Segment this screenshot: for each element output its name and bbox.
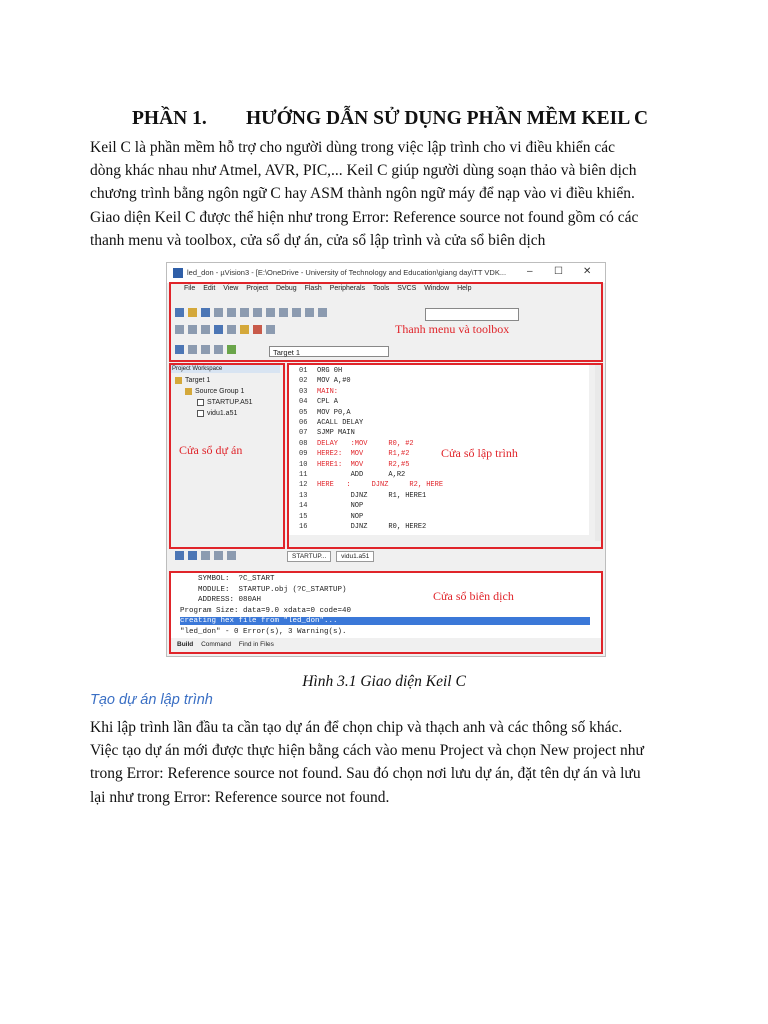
code-line: DELAY :MOV R0, #2 [317,439,414,448]
project-panel-tabs [175,551,240,560]
body-paragraph [90,716,690,809]
window-titlebar [167,263,605,283]
line-number: 09 [299,450,308,459]
code-line: HERE1: MOV R2,#5 [317,460,410,469]
tree-item: STARTUP.A51 [175,397,253,408]
project-workspace-title: Project Workspace [170,365,280,373]
code-line: HERE : DJNZ R2, HERE [317,481,444,490]
window-title: led_don - µVision3 - [E:\OneDrive - University of Technology and Education\giang day\TT VDK... [187,268,507,277]
tree-item: Source Group 1 [175,386,253,397]
line-number: 15 [299,512,308,521]
regs-tab-icon [188,551,197,560]
intro-line: Keil C là phần mềm hỗ trợ cho người dùng trong việc lập trình cho vi điều khiển các [90,139,615,156]
close-icon: ✕ [583,266,592,277]
intro-line: dòng khác nhau như Atmel, AVR, PIC,... Keil C giúp người dùng soạn thảo và biên dịch [90,162,637,180]
menu-peripherals: Peripherals [329,285,366,292]
tab-command: Command [201,641,232,648]
code-line: NOP [317,512,364,521]
code-line: ORG 0H [317,367,343,375]
code-line: DJNZ R1, HERE1 [317,491,427,500]
keil-screenshot-figure [166,262,606,657]
output-line: SYMBOL: ?C_START [180,575,275,583]
menu-file: File [184,285,196,292]
line-number: 06 [299,419,308,427]
menu-flash: Flash [304,285,322,292]
code-line: MOV P0,A [317,408,351,417]
body-line: Khi lập trình lần đầu ta cần tạo dự án để chọn chip và thạch anh và các thông số khác. [90,719,623,736]
output-line: creating hex file from "led_don"... [180,617,590,625]
menu-edit: Edit [203,285,216,292]
project-annotation: Cửa sổ dự án [179,443,243,457]
editor-annotation: Cửa sổ lập trình [441,446,518,460]
line-number: 13 [299,491,308,500]
templates-tab-icon [227,551,236,560]
target-select: Target 1 [269,346,389,357]
books-tab-icon [201,551,210,560]
section-title: HƯỚNG DẪN SỬ DỤNG PHẦN MỀM KEIL C [246,108,649,129]
tab-build: Build [177,641,194,648]
menu-view: View [223,285,239,292]
menu-window: Window [424,285,450,292]
code-line: ADD A,R2 [317,471,406,479]
tree-item: Target 1 [175,375,253,386]
section-number: PHẦN 1. [132,108,207,129]
output-line: ADDRESS: 080AH [180,596,262,604]
code-line: ACALL DELAY [317,419,364,427]
output-annotation: Cửa sổ biên dịch [433,589,514,603]
line-number: 01 [299,367,308,375]
code-line: DJNZ R0, HERE2 [317,523,427,531]
line-number: 08 [299,439,308,448]
output-line: Program Size: data=9.0 xdata=0 code=40 [180,606,352,615]
line-number: 12 [299,481,308,490]
line-number: 02 [299,377,308,386]
toolbar-annotation: Thanh menu và toolbox [395,322,510,336]
code-line: SJMP MAIN [317,429,355,438]
editor-tabs [287,551,377,565]
uvision-app-icon [173,268,183,278]
code-line: NOP [317,502,364,511]
subheading: Tạo dự án lập trình [90,692,213,708]
line-number: 10 [299,460,308,469]
minimize-icon: – [527,266,533,277]
line-number: 16 [299,523,308,531]
output-line: "led_don" - 0 Error(s), 3 Warning(s). [180,627,347,636]
tree-item: vidu1.a51 [175,408,253,419]
line-number: 05 [299,408,308,417]
maximize-icon: ☐ [554,266,563,277]
intro-line: Giao diện Keil C được thể hiện như trong Error: Reference source not found gồm có các [90,208,639,226]
line-number: 07 [299,429,308,438]
toolbar-highlight-box [169,282,603,362]
menu-tools: Tools [372,285,390,292]
code-line: MAIN: [317,387,339,396]
line-number: 11 [299,471,308,479]
tab-startup: STARTUP... [287,551,331,562]
body-line: Việc tạo dự án mới được thực hiện bằng cách vào menu Project và chọn New project như [90,742,644,760]
menu-project: Project [246,285,269,292]
menu-debug: Debug [276,285,297,292]
line-number: 04 [299,398,308,407]
output-highlight-box [169,571,603,654]
intro-paragraph [90,136,690,252]
code-line: HERE2: MOV R1,#2 [317,450,410,459]
files-tab-icon [175,551,184,560]
intro-line: thanh menu và toolbox, cửa sổ dự án, cửa sổ lập trình và cửa sổ biên dịch [90,231,546,249]
body-line: lại như trong Error: Reference source not found. [90,788,390,806]
menu-help: Help [457,285,472,292]
tab-vidu1: vidu1.a51 [336,551,374,562]
code-line: MOV A,#0 [317,377,351,386]
menu-svcs: SVCS [397,285,417,292]
line-number: 14 [299,502,308,511]
output-line: MODULE: STARTUP.obj (?C_STARTUP) [180,585,347,594]
intro-line: chương trình bằng ngôn ngữ C hay ASM thành ngôn ngữ máy để nạp vào vi điều khiển. [90,185,635,203]
line-number: 03 [299,387,308,396]
body-line: trong Error: Reference source not found. Sau đó chọn nơi lưu dự án, đặt tên dự án và lưu [90,765,641,783]
tab-find-in-files: Find in Files [238,641,274,648]
figure-caption: Hình 3.1 Giao diện Keil C [302,673,466,690]
functions-tab-icon [214,551,223,560]
code-line: CPL A [317,398,339,407]
